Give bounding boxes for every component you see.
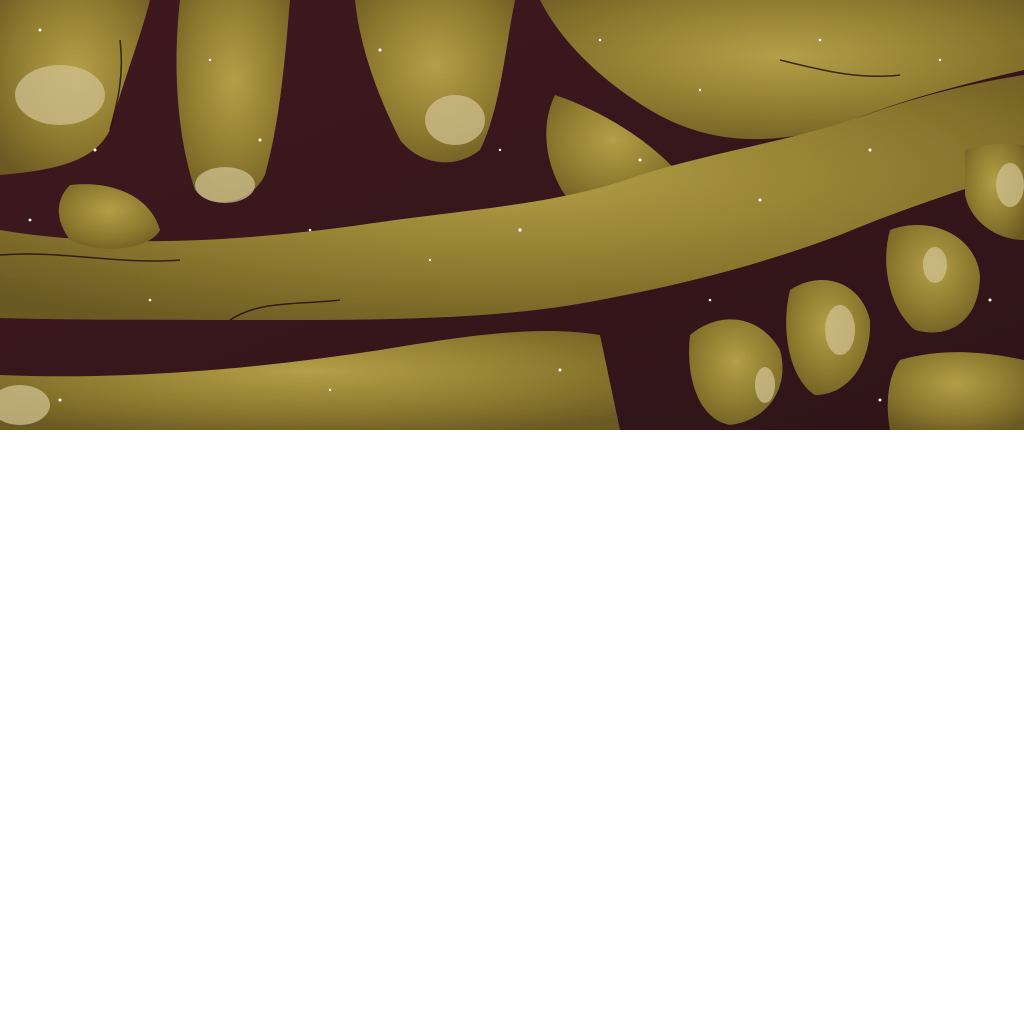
sparkle	[329, 389, 331, 391]
sparkle	[259, 139, 262, 142]
sparkle	[699, 89, 701, 91]
sparkle	[39, 29, 42, 32]
sparkle	[149, 299, 152, 302]
sparkle	[759, 199, 762, 202]
sparkle	[379, 49, 382, 52]
pale-spot	[15, 65, 105, 125]
pale-spot	[825, 305, 855, 355]
sparkle	[559, 369, 562, 372]
pale-spot	[923, 247, 947, 283]
blank-white-area	[0, 430, 1024, 1024]
sparkle	[709, 299, 712, 302]
sparkle	[59, 399, 62, 402]
sparkle	[869, 149, 872, 152]
texture-drawing	[0, 0, 1024, 430]
sparkle	[499, 149, 501, 151]
pale-spot	[996, 163, 1024, 207]
sparkle	[94, 149, 97, 152]
pale-spot	[755, 367, 775, 403]
sparkle	[309, 229, 312, 232]
pale-spot	[195, 167, 255, 203]
sparkle	[879, 399, 882, 402]
sparkle	[939, 59, 941, 61]
pale-spot	[425, 95, 485, 145]
sparkle	[29, 219, 32, 222]
sparkle	[518, 228, 521, 231]
sparkle	[209, 59, 211, 61]
sparkle	[819, 39, 822, 42]
textured-photo	[0, 0, 1024, 430]
sparkle	[429, 259, 431, 261]
sparkle	[989, 299, 992, 302]
sparkle	[639, 159, 642, 162]
sparkle	[599, 39, 602, 42]
gold-blob-bottom-right	[888, 352, 1024, 430]
